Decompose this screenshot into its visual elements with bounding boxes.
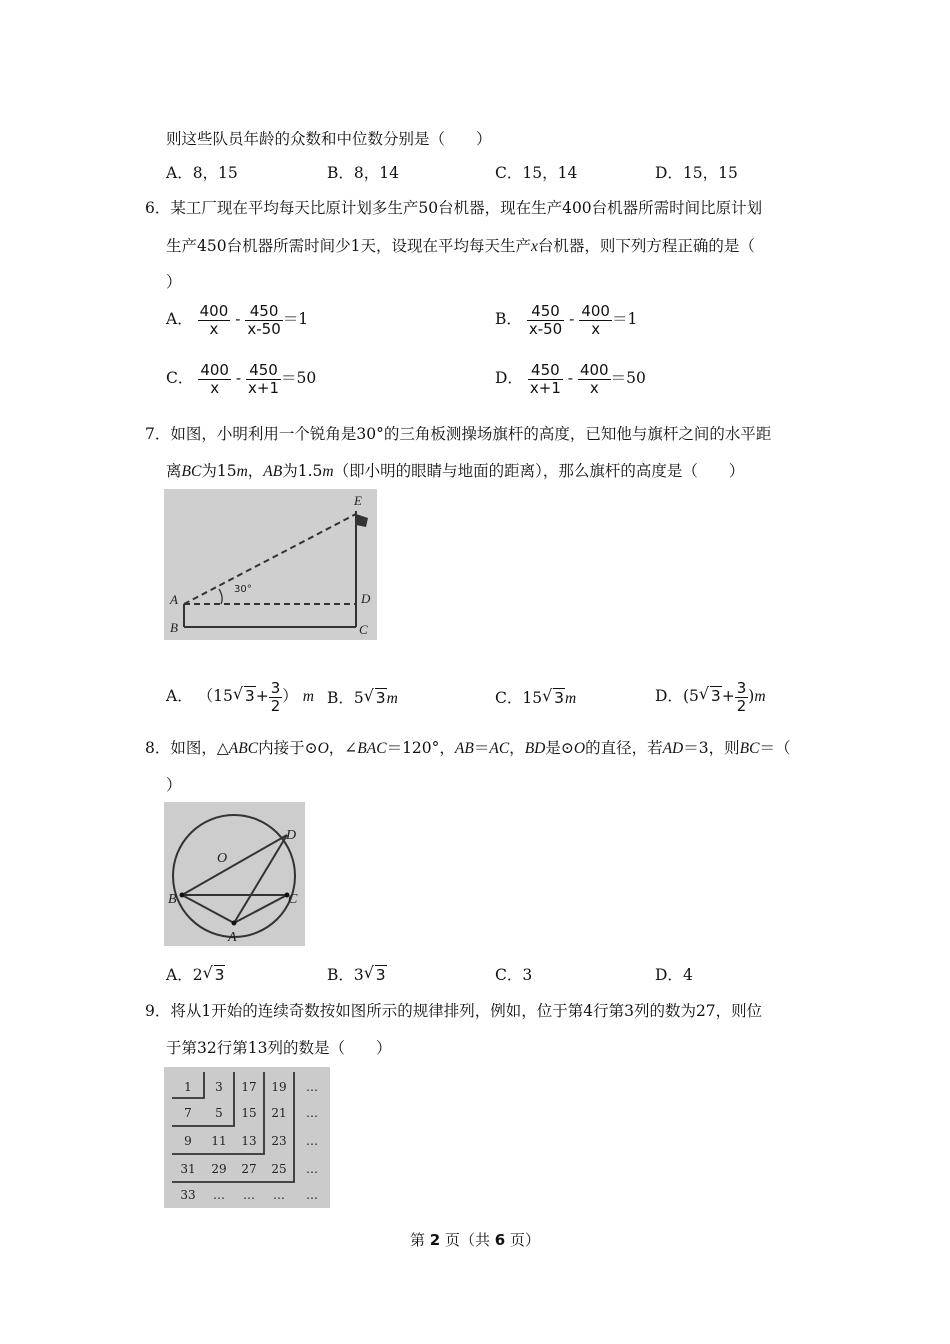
grid-cell: 23	[271, 1134, 287, 1148]
fraction: $\frac{3}{2}$	[736, 679, 747, 715]
fraction: $\frac{400}{x}$	[581, 302, 610, 338]
point-b-label: B	[170, 620, 178, 635]
q9-stem-line1: 9．将从1开始的连续奇数按如图所示的规律排列，例如，位于第4行第3列的数为27，则位	[145, 1002, 763, 1020]
point-o-label: O	[217, 851, 228, 866]
grid-cell: …	[306, 1134, 318, 1148]
page-total: 6	[494, 1231, 506, 1249]
q5-stem-continuation: 则这些队员年龄的众数和中位数分别是（ ）	[166, 130, 492, 148]
sqrt: √ 3	[363, 963, 386, 984]
grid-cell: 15	[241, 1106, 257, 1120]
point-c-label: C	[359, 622, 368, 637]
grid-cell: …	[273, 1188, 285, 1202]
fraction: $\frac{450}{x+1}$	[248, 361, 280, 397]
q8-stem-line2: ）	[166, 776, 182, 794]
grid-cell: 1	[184, 1080, 192, 1094]
q8-option-b: B．3 √ 3	[327, 963, 386, 984]
q6-stem-line2: 生产450台机器所需时间少1天，设现在平均每天生产x台机器，则下列方程正确的是（	[166, 237, 755, 255]
q6-option-d: D． $\frac{450}{x+1}$ - $\frac{400}{x}$ ＝50	[495, 361, 646, 397]
point-b-label: B	[168, 892, 177, 907]
sqrt: √ 3	[698, 684, 721, 705]
grid-cell: …	[306, 1080, 318, 1094]
q7-option-d: D．(5 √ 3+ $\frac{3}{2}$ )m	[655, 679, 766, 715]
grid-cell: 19	[271, 1080, 287, 1094]
q6-option-c: C． $\frac{400}{x}$ - $\frac{450}{x+1}$ ＝50	[166, 361, 317, 397]
grid-cell: 3	[215, 1080, 223, 1094]
point-d-label: D	[286, 828, 297, 843]
grid-cell: 9	[184, 1134, 192, 1148]
grid-cell: 31	[180, 1162, 196, 1176]
q5-option-b: B．8，14	[327, 164, 399, 182]
sqrt: √ 3	[363, 686, 386, 707]
fraction: $\frac{450}{x-50}$	[247, 302, 281, 338]
q6-option-b: B． $\frac{450}{x-50}$ - $\frac{400}{x}$ ＝1	[495, 302, 638, 338]
q8-option-c: C．3	[495, 966, 533, 984]
grid-cell: 33	[180, 1188, 196, 1202]
grid-cell: 25	[271, 1162, 287, 1176]
grid-cell: …	[213, 1188, 225, 1202]
point-e-label: E	[354, 493, 362, 508]
q9-stem-line2: 于第32行第13列的数是（ ）	[166, 1039, 392, 1057]
sqrt: √ 3	[232, 684, 255, 705]
page-footer: 第 2 页（共 6 页）	[410, 1231, 540, 1249]
grid-cell: …	[306, 1162, 318, 1176]
grid-cell: 13	[241, 1134, 257, 1148]
q8-option-a: A．2 √ 3	[166, 963, 225, 984]
q7-stem-line1: 7．如图，小明利用一个锐角是30°的三角板测操场旗杆的高度，已知他与旗杆之间的水平距	[145, 425, 772, 443]
grid-cell: …	[306, 1188, 318, 1202]
page-number: 2	[429, 1231, 441, 1249]
q7-option-a: A． （15 √ 3+ $\frac{3}{2}$ ） m	[166, 679, 314, 715]
q5-option-a: A．8，15	[166, 164, 238, 182]
point-d-label: D	[361, 591, 371, 606]
odd-number-grid-figure	[164, 1067, 330, 1208]
q7-stem-line2: 离BC为15m，AB为1.5m（即小明的眼睛与地面的距离），那么旗杆的高度是（ ）	[166, 462, 745, 480]
fraction: $\frac{3}{2}$	[270, 679, 281, 715]
q5-option-c: C．15，14	[495, 164, 578, 182]
sqrt: √ 3	[542, 686, 564, 707]
fraction: $\frac{400}{x}$	[199, 302, 229, 338]
flagpole-figure	[164, 489, 377, 640]
grid-cell: …	[306, 1106, 318, 1120]
grid-cell: 7	[184, 1106, 192, 1120]
q7-option-c: C．15 √ 3m	[495, 686, 577, 707]
fraction: $\frac{450}{x+1}$	[529, 361, 561, 397]
angle-label: 30°	[234, 584, 252, 595]
grid-cell: 11	[211, 1134, 227, 1148]
grid-cell: 29	[211, 1162, 227, 1176]
q8-stem-line1: 8．如图，△ABC内接于⊙O，∠BAC＝120°，AB＝AC，BD是⊙O的直径，若AD＝3，则BC＝（	[145, 739, 791, 757]
q7-option-b: B．5 √ 3m	[327, 686, 398, 707]
grid-cell: 17	[241, 1080, 257, 1094]
point-a-label: A	[228, 930, 237, 945]
q6-stem-line3: ）	[166, 273, 182, 291]
grid-cell: 21	[271, 1106, 287, 1120]
q8-option-d: D．4	[655, 966, 693, 984]
fraction: $\frac{400}{x}$	[579, 361, 609, 397]
point-c-label: C	[288, 892, 298, 907]
circle-figure	[164, 802, 305, 946]
sqrt: √ 3	[202, 963, 225, 984]
grid-cell: …	[243, 1188, 255, 1202]
q6-option-a: A． $\frac{400}{x}$ - $\frac{450}{x-50}$ ＝1	[166, 302, 309, 338]
grid-cell: 5	[215, 1106, 223, 1120]
q5-option-d: D．15，15	[655, 164, 738, 182]
grid-cell: 27	[241, 1162, 257, 1176]
q6-stem-line1: 6．某工厂现在平均每天比原计划多生产50台机器，现在生产400台机器所需时间比原计划	[145, 199, 763, 217]
point-a-label: A	[170, 592, 178, 607]
fraction: $\frac{400}{x}$	[200, 361, 229, 397]
fraction: $\frac{450}{x-50}$	[528, 302, 563, 338]
